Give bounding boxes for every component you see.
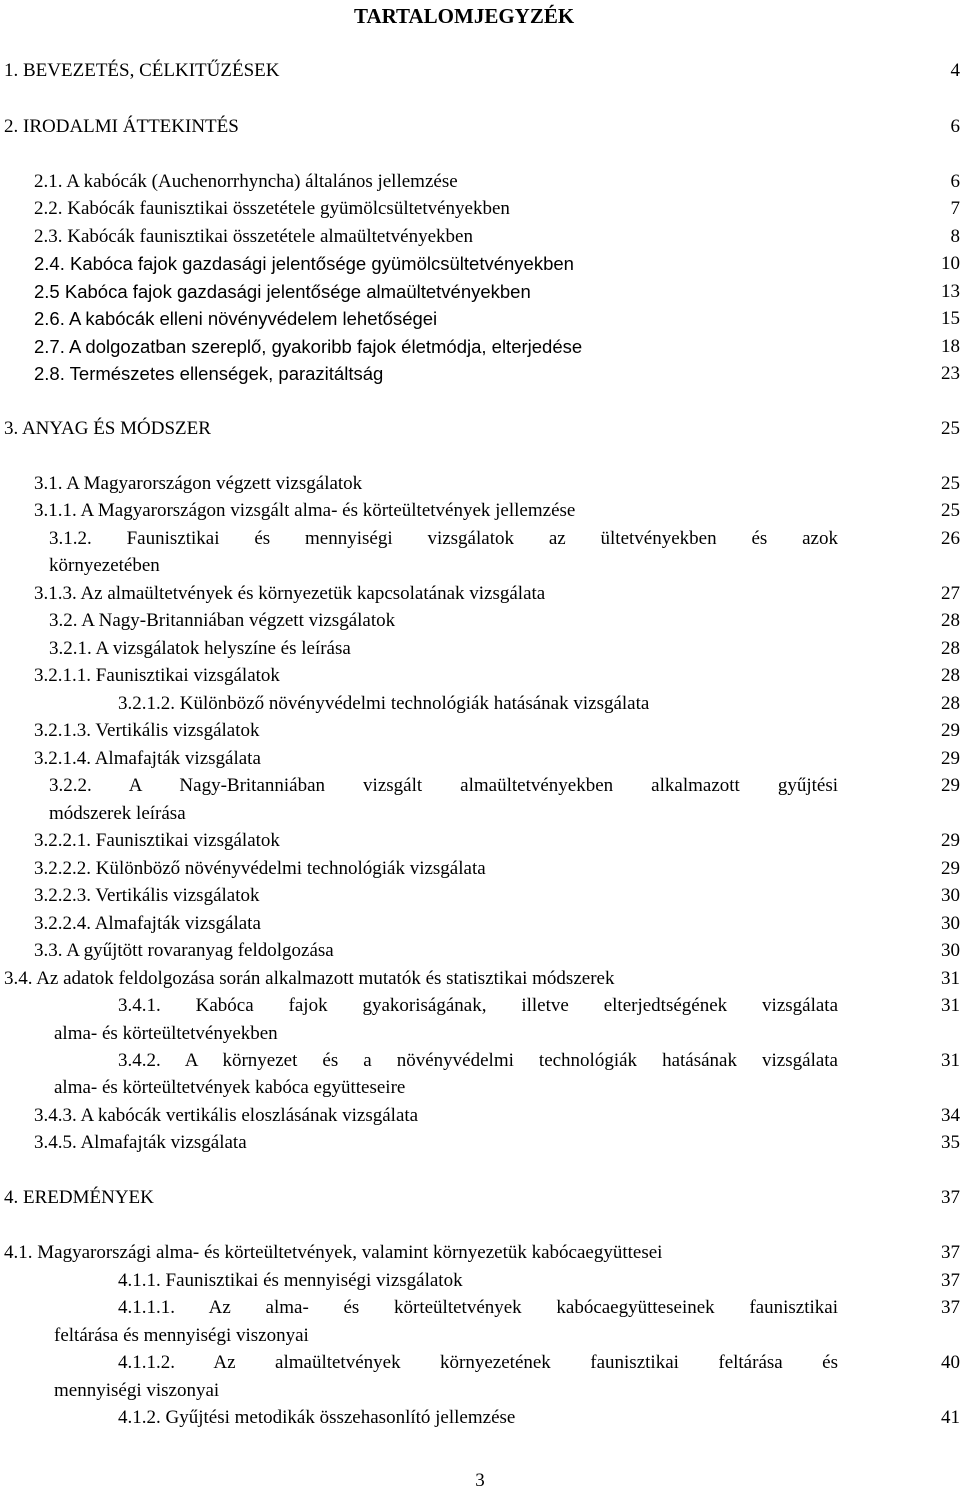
toc-entry-page: 15: [941, 305, 960, 332]
toc-entry-text: 3.4.5. Almafajták vizsgálata: [34, 1129, 247, 1156]
toc-entry-text: 1. BEVEZETÉS, CÉLKITŰZÉSEK: [4, 57, 279, 84]
toc-entry-text: 3.4.2. A környezet és a növényvédelmi technológiák hatásának vizsgálata: [118, 1047, 838, 1074]
toc-entry-page: 30: [941, 910, 960, 937]
toc-entry-page: 18: [941, 333, 960, 360]
toc-entry-page: 25: [941, 497, 960, 524]
toc-entry-text: 3.2.2.1. Faunisztikai vizsgálatok: [34, 827, 280, 854]
toc-entry-page: 29: [941, 827, 960, 854]
toc-entry-page: 31: [941, 1047, 960, 1074]
toc-entry-text: 2.7. A dolgozatban szereplő, gyakoribb fajok életmódja, elterjedése: [34, 333, 582, 360]
toc-entry-text: 2.4. Kabóca fajok gazdasági jelentősége gyümölcsültetvényekben: [34, 250, 574, 277]
toc-entry-continuation: módszerek leírása: [49, 800, 186, 827]
toc-entry-page: 6: [951, 113, 960, 140]
toc-entry-continuation: alma- és körteültetvényekben: [54, 1020, 278, 1047]
toc-entry-page: 10: [941, 250, 960, 277]
toc-entry-text: 4.1. Magyarországi alma- és körteültetvények, valamint környezetük kabócaegyüttesei: [4, 1239, 662, 1266]
toc-entry-text: 4.1.1. Faunisztikai és mennyiségi vizsgálatok: [118, 1267, 463, 1294]
toc-entry-text: 3.1.2. Faunisztikai és mennyiségi vizsgálatok az ültetvényekben és azok: [49, 525, 838, 552]
toc-entry-text: 2. IRODALMI ÁTTEKINTÉS: [4, 113, 239, 140]
toc-entry-text: 3.2. A Nagy-Britanniában végzett vizsgálatok: [49, 607, 395, 634]
toc-entry-page: 30: [941, 882, 960, 909]
toc-entry-text: 2.3. Kabócák faunisztikai összetétele almaültetvényekben: [34, 223, 473, 250]
toc-entry-text: 3.3. A gyűjtött rovaranyag feldolgozása: [34, 937, 334, 964]
toc-entry-continuation: alma- és körteültetvények kabóca együtteseire: [54, 1074, 405, 1101]
toc-entry-text: 3.4. Az adatok feldolgozása során alkalmazott mutatók és statisztikai módszerek: [4, 965, 614, 992]
toc-entry-text: 2.1. A kabócák (Auchenorrhyncha) általános jellemzése: [34, 168, 458, 195]
toc-entry-page: 40: [941, 1349, 960, 1376]
toc-entry-page: 13: [941, 278, 960, 305]
toc-entry-page: 37: [941, 1267, 960, 1294]
toc-entry-page: 25: [941, 470, 960, 497]
toc-entry-page: 28: [941, 635, 960, 662]
toc-entry-text: 3.2.2.2. Különböző növényvédelmi technológiák vizsgálata: [34, 855, 486, 882]
toc-entry-text: 3.2.1.3. Vertikális vizsgálatok: [34, 717, 260, 744]
toc-entry-page: 7: [951, 195, 960, 222]
toc-entry-page: 4: [951, 57, 960, 84]
toc-entry-page: 31: [941, 965, 960, 992]
toc-entry-page: 34: [941, 1102, 960, 1129]
toc-entry-text: 2.5 Kabóca fajok gazdasági jelentősége almaültetvényekben: [34, 278, 531, 305]
toc-entry-text: 3.2.2. A Nagy-Britanniában vizsgált almaültetvényekben alkalmazott gyűjtési: [49, 772, 838, 799]
toc-entry-continuation: mennyiségi viszonyai: [54, 1377, 219, 1404]
toc-entry-text: 4. EREDMÉNYEK: [4, 1184, 154, 1211]
toc-entry-text: 2.8. Természetes ellenségek, parazitáltság: [34, 360, 383, 387]
toc-entry-page: 28: [941, 607, 960, 634]
toc-entry-page: 41: [941, 1404, 960, 1431]
toc-entry-text: 4.1.1.2. Az almaültetvények környezetének faunisztikai feltárása és: [118, 1349, 838, 1376]
toc-entry-text: 4.1.2. Gyűjtési metodikák összehasonlító jellemzése: [118, 1404, 515, 1431]
toc-entry-page: 37: [941, 1294, 960, 1321]
toc-entry-text: 3.1. A Magyarországon végzett vizsgálatok: [34, 470, 362, 497]
toc-entry-text: 3.4.1. Kabóca fajok gyakoriságának, illetve elterjedtségének vizsgálata: [118, 992, 838, 1019]
toc-entry-page: 28: [941, 662, 960, 689]
toc-entry-page: 29: [941, 717, 960, 744]
toc-entry-text: 3.2.1.2. Különböző növényvédelmi technológiák hatásának vizsgálata: [118, 690, 649, 717]
toc-entry-text: 2.6. A kabócák elleni növényvédelem lehetőségei: [34, 305, 437, 332]
toc-entry-page: 29: [941, 745, 960, 772]
toc-entry-text: 4.1.1.1. Az alma- és körteültetvények kabócaegyütteseinek faunisztikai: [118, 1294, 838, 1321]
toc-entry-page: 25: [941, 415, 960, 442]
toc-entry-page: 30: [941, 937, 960, 964]
toc-entry-text: 3.4.3. A kabócák vertikális eloszlásának vizsgálata: [34, 1102, 418, 1129]
toc-entry-continuation: feltárása és mennyiségi viszonyai: [54, 1322, 309, 1349]
toc-entry-continuation: környezetében: [49, 552, 160, 579]
toc-entry-text: 2.2. Kabócák faunisztikai összetétele gyümölcsültetvényekben: [34, 195, 510, 222]
toc-entry-page: 37: [941, 1184, 960, 1211]
toc-entry-text: 3.2.1.1. Faunisztikai vizsgálatok: [34, 662, 280, 689]
toc-title: TARTALOMJEGYZÉK: [354, 2, 574, 30]
toc-entry-page: 29: [941, 855, 960, 882]
toc-entry-text: 3.2.1.4. Almafajták vizsgálata: [34, 745, 261, 772]
toc-entry-text: 3.2.2.4. Almafajták vizsgálata: [34, 910, 261, 937]
toc-entry-text: 3.2.1. A vizsgálatok helyszíne és leírása: [49, 635, 351, 662]
toc-entry-page: 23: [941, 360, 960, 387]
page-number: 3: [0, 1469, 960, 1493]
toc-entry-text: 3.2.2.3. Vertikális vizsgálatok: [34, 882, 260, 909]
toc-entry-page: 35: [941, 1129, 960, 1156]
toc-entry-page: 6: [951, 168, 960, 195]
toc-entry-page: 27: [941, 580, 960, 607]
toc-entry-text: 3. ANYAG ÉS MÓDSZER: [4, 415, 211, 442]
toc-entry-page: 28: [941, 690, 960, 717]
toc-entry-page: 37: [941, 1239, 960, 1266]
toc-entry-text: 3.1.1. A Magyarországon vizsgált alma- és körteültetvények jellemzése: [34, 497, 575, 524]
toc-entry-page: 31: [941, 992, 960, 1019]
toc-entry-text: 3.1.3. Az almaültetvények és környezetük kapcsolatának vizsgálata: [34, 580, 545, 607]
toc-entry-page: 8: [951, 223, 960, 250]
toc-entry-page: 26: [941, 525, 960, 552]
toc-entry-page: 29: [941, 772, 960, 799]
